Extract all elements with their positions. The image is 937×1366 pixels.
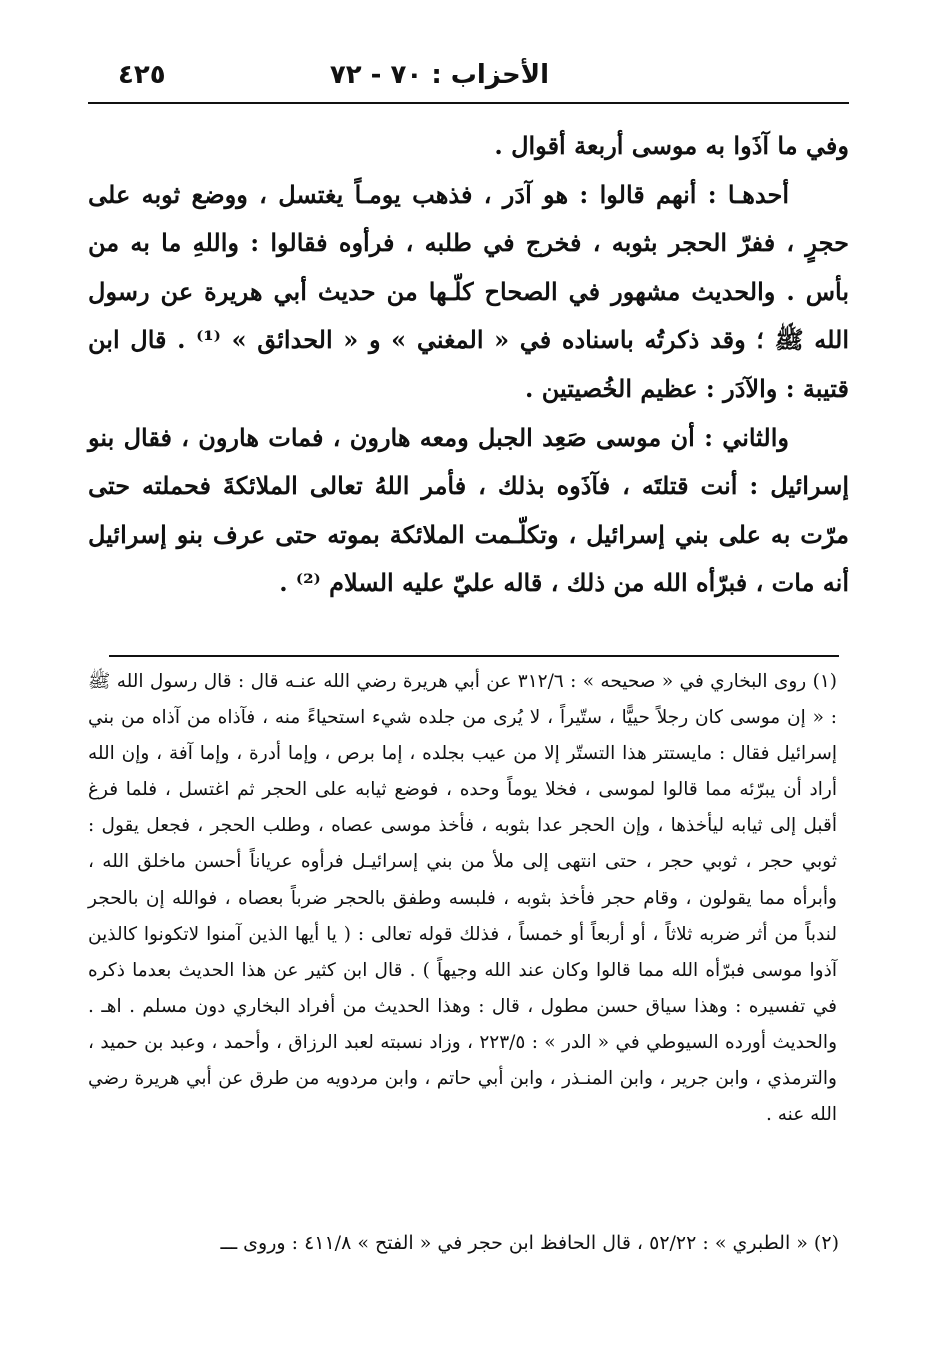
paragraph: وفي ما آذَوا به موسى أربعة أقوال . xyxy=(494,131,849,160)
footnote-2: (٢) « الطبري » : ٥٢/٢٢ ، قال الحافظ ابن حجر في « الفتح » ٤١١/٨ : وروى ـــ xyxy=(220,1232,839,1254)
paragraph: والثاني : أن موسى صَعِد الجبل ومعه هارون ، فمات هارون ، فقال بنو إسرائيل : أنت قتلتَه ، فآذَوه بذلك ، فأمر اللهُ تعالى الملائكةَ فحملته حتى مرّت به على بني إسرائيل ، وتكلّـمت الملائكة بموته حتى عرف بنو إسرائيل أنه مات ، فبرّأه الله من ذلك ، قاله عليّ عليه السلام ⁽²⁾ . xyxy=(88,422,849,598)
footnote-separator xyxy=(109,655,839,657)
page-header xyxy=(88,52,849,102)
footnote-1: (١) روى البخاري في « صحيحه » : ٣١٢/٦ عن أبي هريرة رضي الله عنـه قال : قال رسول الله ﷺ : « إن موسى كان رجلاً حييًّا ، ستّيراً ، لا يُرى من جلده شيء استحياءً منه ، فآذاه من آذاه من بني إسرائيل فقال : مايستتر هذا التستّر إلا من عيب بجلده ، إما برص ، وإما أدرة ، وإما آفة ، وإن الله أراد أن يبرّئه مما قالوا لموسى ، فخلا يوماً وحده ، فوضع ثيابه على الحجر ثم اغتسل ، فلما فرغ أقبل إلى ثيابه ليأخذها ، وإن الحجر عدا بثوبه ، فأخذ موسى عصاه ، وطلب الحجر ، فجعل يقول : ثوبي حجر ، ثوبي حجر ، حتى انتهى إلى ملأ من بني إسرائيـل فرأوه عرياناً أحسن ماخلق الله ، وأبرأه مما يقولون ، وقام حجر فأخذ بثوبه ، فلبسه وطفق بالحجر ضرباً بعصاه ، فوالله إن بالحجر لندباً من أثر ضربه ثلاثاً ، أو أربعاً أو خمساً ، فذلك قوله تعالى : ( يا أيها الذين آمنوا لاتكونوا كالذين آذوا موسى فبرّأه الله مما قالوا وكان عند الله وجيهاً ) . قال ابن كثير عن هذا الحديث بعدما ذكره في تفسيره : وهذا سياق حسن مطول ، قال : وهذا الحديث من أفراد البخاري دون مسلم . اهـ . والحديث أورده السيوطي في « الدر » : ٢٢٣/٥ ، وزاد نسبته لعبد الرزاق ، وأحمد ، وعبد بن حميد ، والترمذي ، وابن جرير ، وابن المنـذر ، وابن أبي حاتم ، وابن مردويه من طرق عن أبي هريرة رضي الله عنه . xyxy=(88,671,837,1126)
running-title: الأحزاب : ٧٠ - ٧٢ xyxy=(329,60,549,90)
paragraph: أحدهـا : أنهم قالوا : هو آدَر ، فذهب يومـاً يغتسل ، ووضع ثوبه على حجرٍ ، ففرّ الحجر بثوبه ، فخرج في طلبه ، فرأوه فقالوا : واللهِ ما به من بأس . والحديث مشهور في الصحاح كلّـها من حديث أبي هريرة عن رسول الله ﷺ ؛ وقد ذكرتُه باسناده في « المغني » و « الحدائق » ⁽¹⁾ . قال ابن قتيبة : والآدَر : عظيم الخُصيتين . xyxy=(88,179,849,403)
footnotes xyxy=(88,664,837,1133)
page-number: ٤٢٥ xyxy=(118,60,166,90)
header-rule xyxy=(88,102,849,104)
main-text xyxy=(88,122,849,608)
